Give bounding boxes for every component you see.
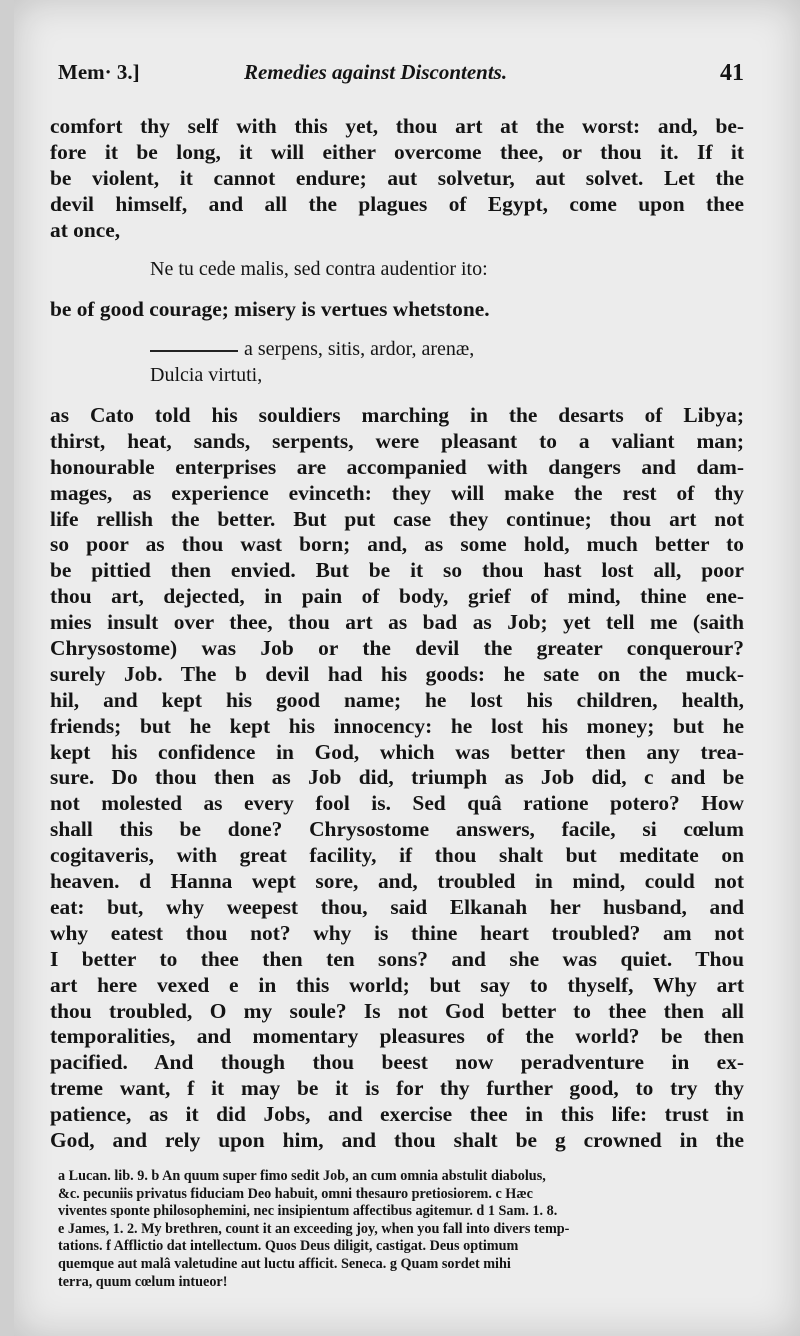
text-line: hil, and kept his good name; he lost his children, health, (50, 687, 744, 712)
text-line: art here vexed e in this world; but say to thyself, Why art (50, 972, 744, 997)
footnotes (58, 1168, 744, 1291)
text-line: life rellish the better. But put case they continue; thou art not (50, 506, 744, 531)
text-line: fore it be long, it will either overcome thee, or thou it. If it (50, 139, 744, 164)
text-line: shall this be done? Chrysostome answers, facile, si cœlum (50, 817, 744, 842)
text-line: honourable enterprises are accompanied with dangers and dam- (50, 454, 744, 479)
footnote-line: e James, 1. 2. My brethren, count it an exceeding joy, when you fall into divers temp- (58, 1220, 570, 1237)
text-line: comfort thy self with this yet, thou art at the worst: and, be- (50, 114, 744, 138)
text-line: be of good courage; misery is vertues whetstone. (50, 297, 490, 322)
footnote-line: quemque aut malâ valetudine aut luctu afficit. Seneca. g Quam sordet mihi (58, 1255, 511, 1272)
text-line: as Cato told his souldiers marching in the desarts of Libya; (50, 403, 744, 428)
text-line: so poor as thou wast born; and, as some hold, much better to (50, 532, 744, 557)
verse-line: Ne tu cede malis, sed contra audentior ito: (150, 258, 488, 281)
text-line: mages, as experience evinceth: they will make the rest of thy (50, 480, 744, 505)
text-line: thou art, dejected, in pain of body, grief of mind, thine ene- (50, 584, 744, 609)
text-line: Chrysostome) was Job or the devil the greater conquerour? (50, 636, 744, 661)
text-line: not molested as every fool is. Sed quâ ratione potero? How (50, 791, 744, 816)
text-line: God, and rely upon him, and thou shalt be g crowned in the (50, 1127, 744, 1152)
text-line: I better to thee then ten sons? and she was quiet. Thou (50, 946, 744, 971)
text-line: surely Job. The b devil had his goods: he sate on the muck- (50, 661, 744, 686)
text-line: treme want, f it may be it is for thy further good, to try thy (50, 1076, 744, 1101)
dash-rule (150, 350, 238, 352)
footnote-line: a Lucan. lib. 9. b An quum super fimo sedit Job, an cum omnia abstulit diabolus, (58, 1168, 546, 1184)
text-line: sure. Do thou then as Job did, triumph as Job did, c and be (50, 765, 744, 790)
text-line: be pittied then envied. But be it so thou hast lost all, poor (50, 558, 744, 583)
footnote-line: tations. f Afflictio dat intellectum. Quos Deus diligit, castigat. Deus optimum (58, 1238, 519, 1255)
text-line: be violent, it cannot endure; aut solvetur, aut solvet. Let the (50, 165, 744, 190)
text-line: eat: but, why weepest thou, said Elkanah her husband, and (50, 894, 744, 919)
footnote-line: terra, quum cœlum intueor! (58, 1273, 228, 1290)
text-line: thirst, heat, sands, serpents, were pleasant to a valiant man; (50, 428, 744, 453)
footnote-line: viventes sponte philosophemini, nec insipientum affectibus agitemur. d 1 Sam. 1. 8. (58, 1203, 558, 1220)
verse-line (50, 337, 744, 363)
text-line: cogitaveris, with great facility, if thou shalt but meditate on (50, 843, 744, 868)
running-title: Remedies against Discontents. (244, 60, 508, 84)
section-marker: Mem· 3.] (58, 60, 140, 84)
text-line: devil himself, and all the plagues of Egypt, come upon thee (50, 191, 744, 216)
running-header (58, 60, 744, 94)
text-line: heaven. d Hanna wept sore, and, troubled in mind, could not (50, 869, 744, 894)
body-text (50, 114, 744, 1154)
text-line: mies insult over thee, thou art as bad as Job; yet tell me (saith (50, 610, 744, 635)
text-line: temporalities, and momentary pleasures of the world? be then (50, 1024, 744, 1049)
text-line: friends; but he kept his innocency: he lost his money; but he (50, 713, 744, 738)
text-line: at once, (50, 217, 121, 242)
verse-text: a serpens, sitis, ardor, arenæ, (244, 338, 475, 361)
footnote-line: &c. pecuniis privatus fiduciam Deo habuit, omni thesauro pretiosiorem. c Hæc (58, 1185, 533, 1202)
text-line: kept his confidence in God, which was better then any trea- (50, 739, 744, 764)
text-line: thou troubled, O my soule? Is not God better to thee then all (50, 998, 744, 1023)
page-number: 41 (720, 60, 744, 86)
text-line: patience, as it did Jobs, and exercise thee in this life: trust in (50, 1102, 744, 1127)
text-line: why eatest thou not? why is thine heart troubled? am not (50, 920, 744, 945)
verse-line: Dulcia virtuti, (150, 364, 263, 387)
text-line: pacified. And though thou beest now peradventure in ex- (50, 1050, 744, 1075)
book-page (14, 0, 800, 1336)
